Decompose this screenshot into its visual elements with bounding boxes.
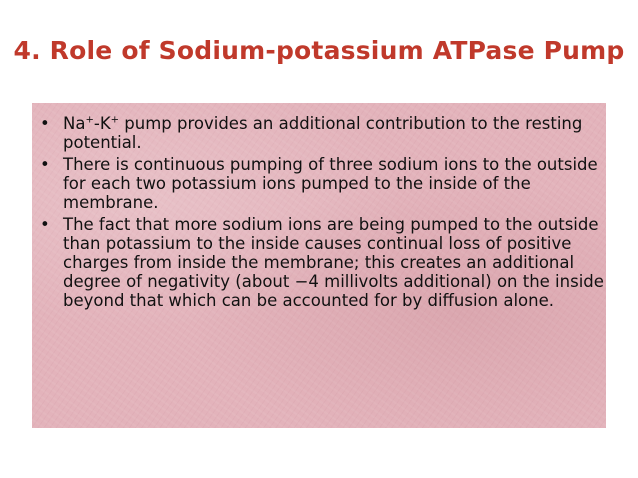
bullet-k-charge: + <box>110 114 120 126</box>
bullet-dot: • <box>40 155 50 174</box>
bullet-text: There is continuous pumping of three sodium ions to the outside for each two potassium ions pumped to the inside of the membrane. <box>63 155 598 212</box>
bullet-na: Na <box>63 114 86 133</box>
bullet-item-1 <box>40 114 604 152</box>
bullet-text: The fact that more sodium ions are being pumped to the outside than potassium to the inside causes continual loss of positive charges from inside the membrane; this creates an additional degree of negativity (about −4 millivolts additional) on the inside beyond that which can be accounted for by diffusion alone. <box>63 215 604 310</box>
bullet-text: pump provides an additional contribution to the resting potential. <box>63 114 583 152</box>
bullet-na-charge: + <box>85 114 94 126</box>
slide-title: 4. Role of Sodium-potassium ATPase Pump <box>13 36 625 65</box>
bullet-item-2 <box>40 155 604 212</box>
bullet-dot: • <box>40 215 50 234</box>
bullet-list <box>40 114 604 313</box>
bullet-dot: • <box>40 114 50 133</box>
bullet-item-3 <box>40 215 604 310</box>
bullet-k: -K <box>93 114 111 133</box>
